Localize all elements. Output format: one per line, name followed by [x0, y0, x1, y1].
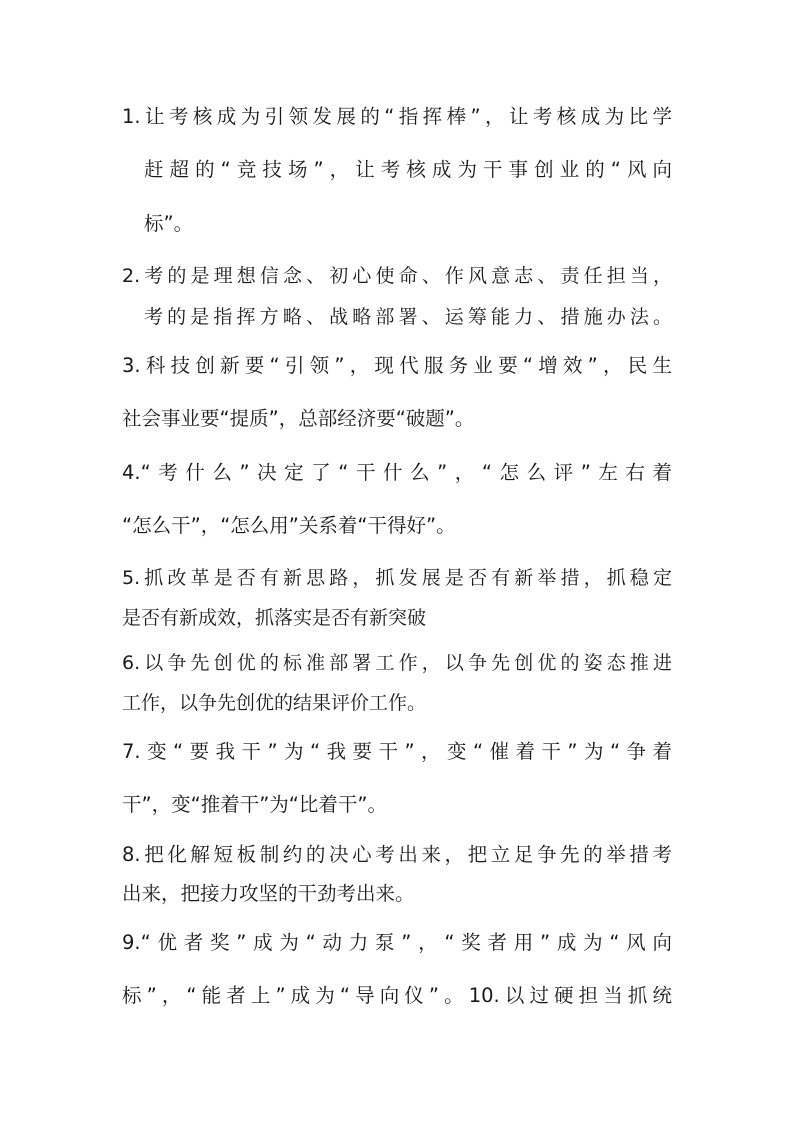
item-6-line-1: 6.以争先创优的标准部署工作，以争先创优的姿态推进 — [122, 652, 672, 674]
item-8-line-2: 出来，把接力攻坚的干劲考出来。 — [122, 882, 415, 905]
item-1-line-2: 赶超的“竞技场”，让考核成为干事创业的“风向 — [144, 158, 672, 181]
item-5-line-1: 5.抓改革是否有新思路，抓发展是否有新举措，抓稳定 — [122, 567, 672, 589]
item-5-line-2: 是否有新成效，抓落实是否有新突破 — [122, 607, 427, 629]
item-3-line-2: 社会事业要“提质”，总部经济要“破题”。 — [122, 407, 475, 430]
item-9-line-2: 标”，“能者上”成为“导向仪”。10.以过硬担当抓统 — [122, 984, 672, 1007]
item-9-line-1: 9.“优者奖”成为“动力泵”，“奖者用”成为“风向 — [122, 931, 672, 954]
item-7-line-1: 7.变“要我干”为“我要干”，变“催着干”为“争着 — [122, 740, 672, 763]
item-2-line-2: 考的是指挥方略、战略部署、运筹能力、措施办法。 — [144, 306, 672, 328]
item-7-line-2: 干”，变“推着干”为“比着干”。 — [122, 793, 388, 816]
item-6-line-2: 工作，以争先创优的结果评价工作。 — [122, 692, 427, 714]
item-2-line-1: 2.考的是理想信念、初心使命、作风意志、责任担当， — [122, 265, 672, 287]
item-4-line-1: 4.“考什么”决定了“干什么”，“怎么评”左右着 — [122, 461, 672, 484]
item-1-line-1: 1.让考核成为引领发展的“指挥棒”，让考核成为比学 — [122, 105, 672, 128]
item-3-line-1: 3.科技创新要“引领”，现代服务业要“增效”，民生 — [122, 354, 672, 377]
item-4-line-2: “怎么干”，“怎么用”关系着“干得好”。 — [122, 514, 456, 537]
item-1-line-3: 标”。 — [144, 212, 194, 235]
item-8-line-1: 8.把化解短板制约的决心考出来，把立足争先的举措考 — [122, 843, 672, 866]
